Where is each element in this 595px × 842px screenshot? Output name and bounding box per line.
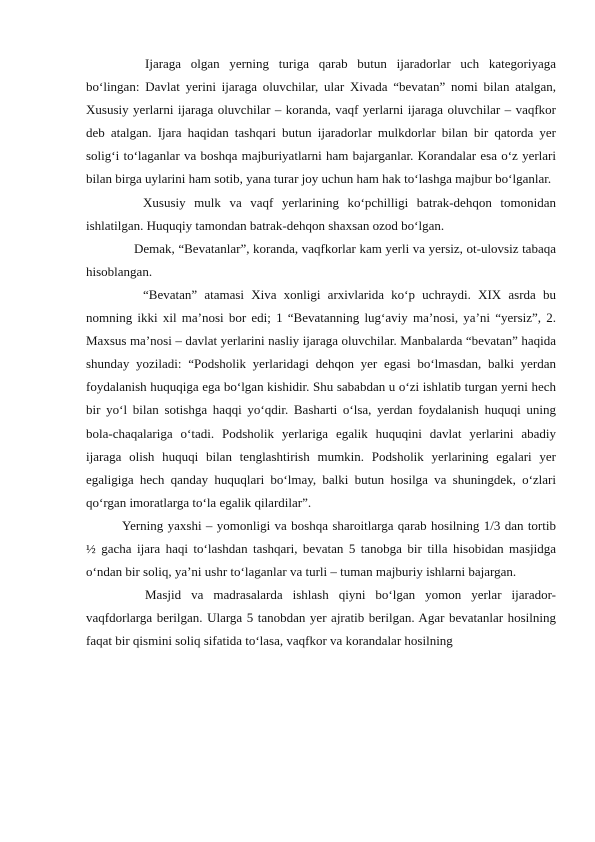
- paragraph-private-waqf-lands: Xususiy mulk va vaqf yerlarining ko‘pchilligi batrak-dehqon tomonidan ishlatilgan. Huquqiy tamondan batrak-dehqon shaxsan ozod bo‘lgan.: [86, 194, 556, 233]
- paragraph-rent-payments: Yerning yaxshi – yomonligi va boshqa sharoitlarga qarab hosilning 1/3 dan tortib ½ gacha ijara haqi to‘lashdan tashqari, bevatan 5 tanobga bir tilla hisobidan masjidga o‘ndan bir soliq, ya’ni ushr to‘laganlar va turli – tuman majburiy ishlarni bajargan.: [86, 517, 556, 580]
- document-page: [86, 52, 556, 652]
- paragraph-bevatan-term: “Bevatan” atamasi Xiva xonligi arxivlarida ko‘p uchraydi. XIX asrda bu nomning ikki xil ma’nosi bor edi; 1 “Bevatanning lug‘aviy ma’nosi, ya’ni “yersiz”, 2. Maxsus ma’nosi – davlat yerlarini nasliy ijaraga oluvchilar. Manbalarda “bevatan” haqida shunday yoziladi: “Podsholik yerlaridagi dehqon yer egasi bo‘lmasdan, balki yerdan foydalanish huquqiga ega bo‘lgan kishidir. Shu sababdan u o‘zi ishlatib turgan yerni hech bir yo‘l bilan sotishga haqqi yo‘qdir. Basharti o‘lsa, yerdan foydalanish huquqi uning bola-chaqalariga o‘tadi. Podsholik yerlariga egalik huquqini davlat yerlarini abadiy ijaraga olish huquqi bilan tenglashtirish mumkin. Podsholik yerlarining egalari yer egaligiga hech qanday huquqlari bo‘lmay, balki butun hosilga va shuningdek, o‘zlari qo‘rgan imoratlarga to‘la egalik qilardilar”.: [86, 286, 556, 510]
- paragraph-landless-class: Demak, “Bevatanlar”, koranda, vaqfkorlar kam yerli va yersiz, ot-ulovsiz tabaqa hisoblangan.: [86, 240, 556, 279]
- paragraph-tenant-categories: Ijaraga olgan yerning turiga qarab butun ijaradorlar uch kategoriyaga bo‘lingan: Davlat yerini ijaraga oluvchilar, ular Xivada “bevatan” nomi bilan atalgan, Xususiy yerlarni ijaraga oluvchilar – koranda, vaqf yerlarni ijaraga oluvchilar – vaqfkor deb atalgan. Ijara haqidan tashqari butun ijaradorlar mulkdorlar bilan bir qatorda yer solig‘i to‘laganlar va boshqa majburiyatlarni ham bajarganlar. Korandalar esa o‘z yerlari bilan birga uylarini ham sotib, yana turar joy uchun ham hak to‘lashga majbur bo‘lganlar.: [86, 56, 556, 187]
- paragraph-mosque-madrasa-lands: Masjid va madrasalarda ishlash qiyni bo‘lgan yomon yerlar ijarador-vaqfdorlarga berilgan. Ularga 5 tanobdan yer ajratib berilgan. Agar bevatanlar hosilning faqat bir qismini soliq sifatida to‘lasa, vaqfkor va korandalar hosilning: [86, 587, 556, 649]
